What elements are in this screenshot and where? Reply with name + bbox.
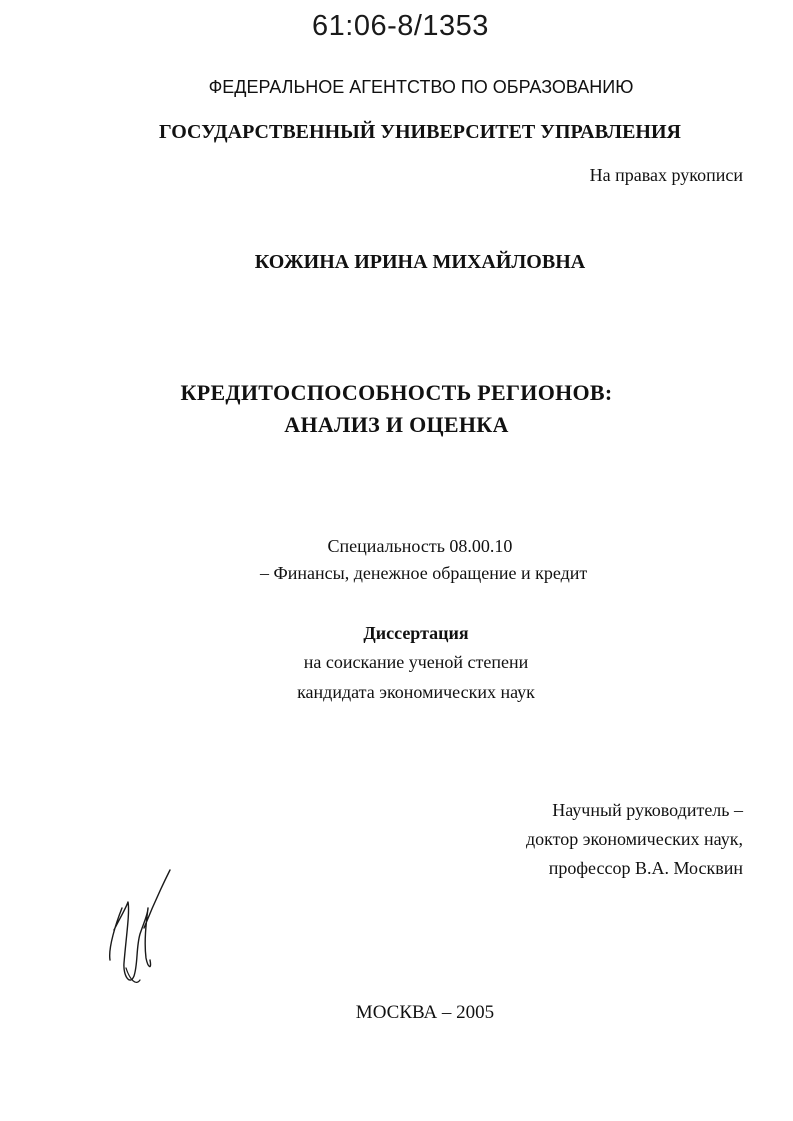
- manuscript-note: На правах рукописи: [589, 165, 743, 185]
- archive-code: 61:06-8/1353: [312, 10, 489, 42]
- dissertation-label: Диссертация: [363, 623, 469, 643]
- agency-name: ФЕДЕРАЛЬНОЕ АГЕНТСТВО ПО ОБРАЗОВАНИЮ: [208, 77, 634, 97]
- thesis-title-line-1: КРЕДИТОСПОСОБНОСТЬ РЕГИОНОВ:: [180, 380, 613, 405]
- author-name: КОЖИНА ИРИНА МИХАЙЛОВНА: [254, 251, 586, 273]
- city-year: МОСКВА – 2005: [355, 1002, 495, 1023]
- advisor-degree: доктор экономических наук,: [526, 829, 743, 849]
- advisor-title: Научный руководитель –: [552, 800, 743, 820]
- thesis-title-line-2: АНАЛИЗ И ОЦЕНКА: [284, 412, 509, 437]
- degree-line-1: на соискание ученой степени: [303, 652, 529, 672]
- handwritten-signature-icon: [100, 868, 175, 993]
- university-name: ГОСУДАРСТВЕННЫЙ УНИВЕРСИТЕТ УПРАВЛЕНИЯ: [159, 121, 681, 143]
- specialty-field: – Финансы, денежное обращение и кредит: [260, 563, 588, 583]
- degree-line-2: кандидата экономических наук: [297, 682, 535, 702]
- specialty-code: Специальность 08.00.10: [327, 536, 513, 556]
- advisor-name: профессор В.А. Москвин: [548, 858, 743, 878]
